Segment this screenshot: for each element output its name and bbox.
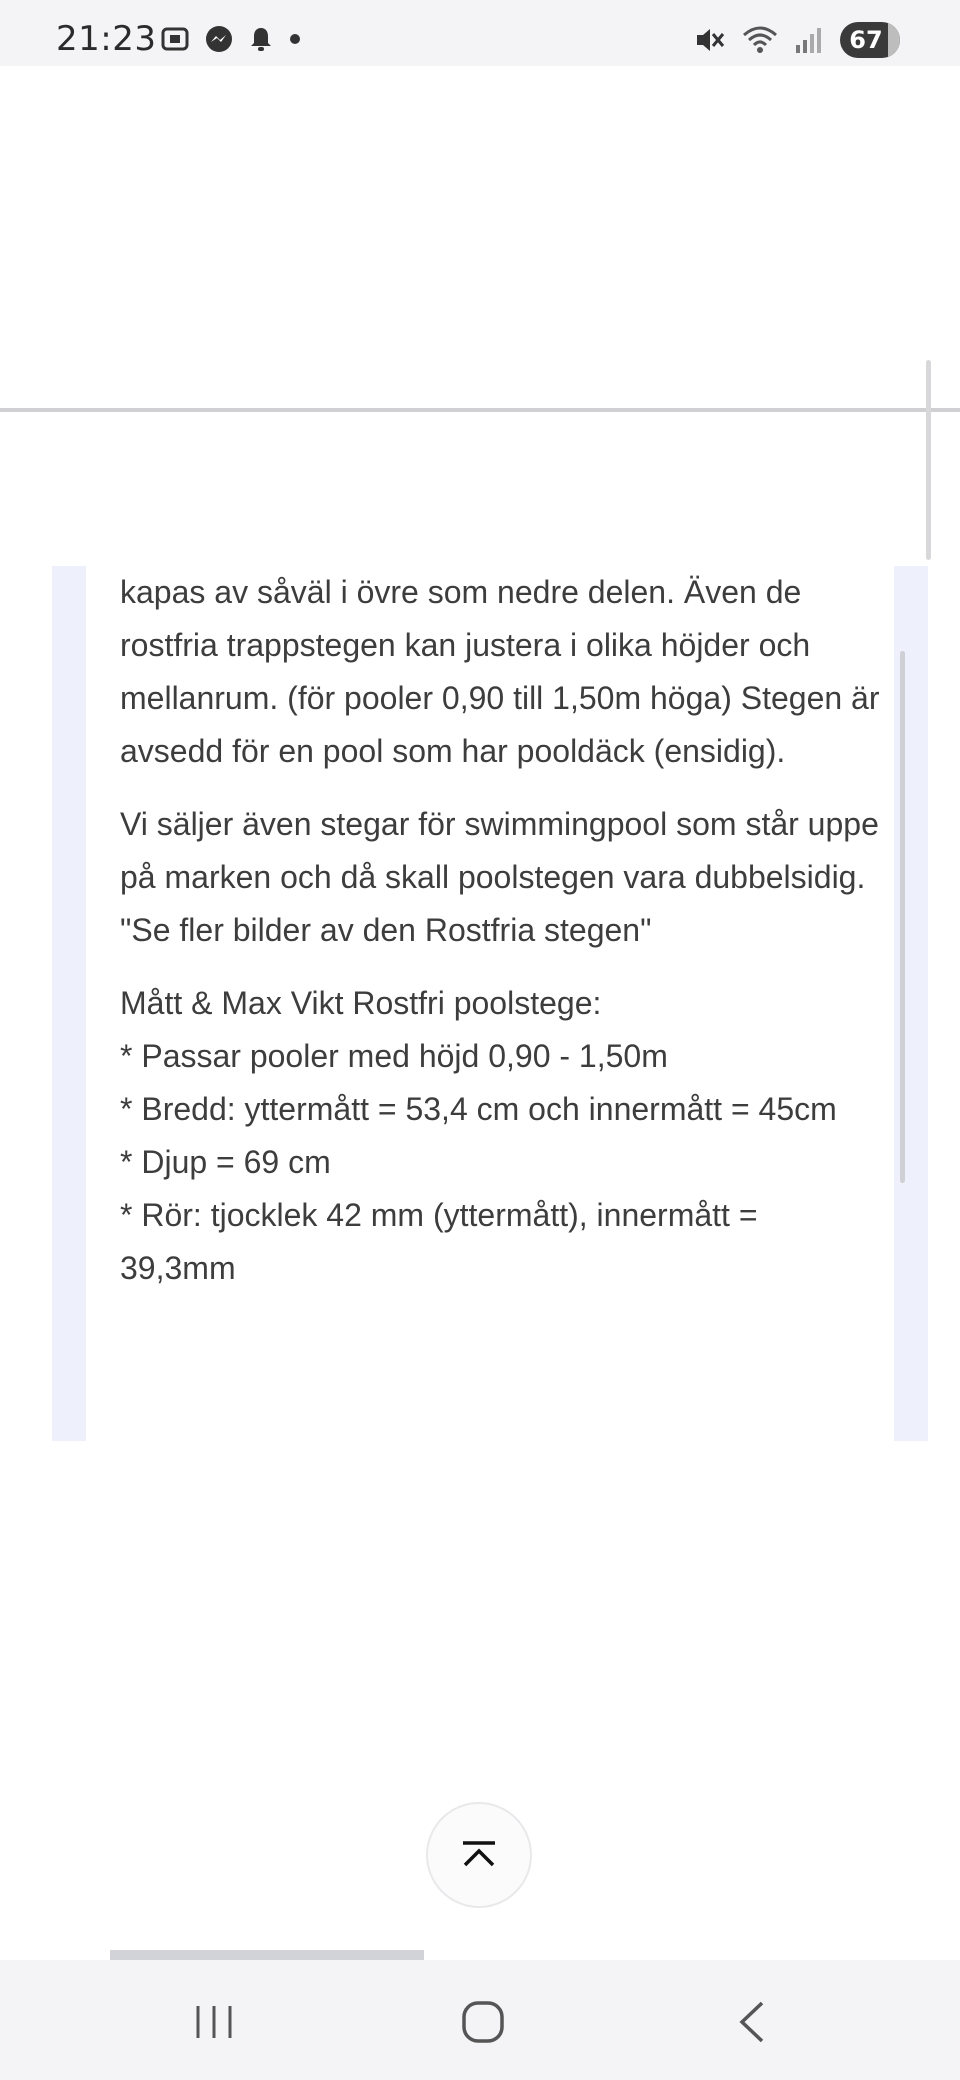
back-button[interactable]: [722, 1992, 782, 2052]
specs-title: Mått & Max Vikt Rostfri poolstege:: [120, 985, 602, 1021]
home-button[interactable]: [453, 1992, 513, 2052]
spec-item: * Bredd: yttermått = 53,4 cm och innermått = 45cm: [120, 1091, 837, 1127]
back-to-top-button[interactable]: [426, 1802, 532, 1908]
description-paragraph: kapas av såväl i övre som nedre delen. Även de rostfria trappstegen kan justera i olika höjder och mellanrum. (för pooler 0,90 till 1,50m höga) Stegen är avsedd för en pool som har pooldäck (ensidig).: [120, 574, 880, 769]
dot-icon: [288, 32, 302, 46]
signal-icon: [794, 25, 824, 55]
panel-scrollbar[interactable]: [900, 651, 905, 1183]
mute-icon: [694, 25, 726, 55]
notification-bell-icon: [248, 25, 274, 53]
spec-item: * Djup = 69 cm: [120, 1144, 331, 1180]
product-description-scroll[interactable]: [86, 566, 894, 1441]
status-right-icons: [694, 22, 900, 58]
status-bar: [0, 0, 960, 66]
recent-apps-button[interactable]: [184, 1992, 244, 2052]
page-scrollbar[interactable]: [926, 360, 931, 560]
wifi-icon: [742, 25, 778, 55]
spec-item: * Rör: tjocklek 42 mm (yttermått), innermått = 39,3mm: [120, 1197, 758, 1286]
home-icon: [460, 1999, 506, 2045]
description-paragraph: Vi säljer även stegar för swimmingpool som står uppe på marken och då skall poolstegen vara dubbelsidig. "Se fler bilder av den Rostfria stegen": [120, 806, 879, 948]
messenger-icon: [204, 24, 234, 54]
battery-level: 67: [849, 26, 883, 54]
product-description-panel: [52, 566, 928, 1441]
recent-apps-icon: [192, 2002, 236, 2042]
system-nav-bar: [0, 1960, 960, 2080]
specs-block: [120, 977, 880, 1295]
spec-item: * Passar pooler med höjd 0,90 - 1,50m: [120, 1038, 668, 1074]
battery-indicator: [840, 22, 900, 58]
status-time: 21:23: [56, 19, 157, 59]
scroll-to-top-icon: [459, 1839, 499, 1871]
back-icon: [734, 1999, 770, 2045]
horizontal-scroll-indicator: [110, 1950, 424, 1960]
status-left-icons: [160, 24, 302, 54]
screenshot-icon: [160, 24, 190, 54]
section-divider: [0, 408, 960, 412]
